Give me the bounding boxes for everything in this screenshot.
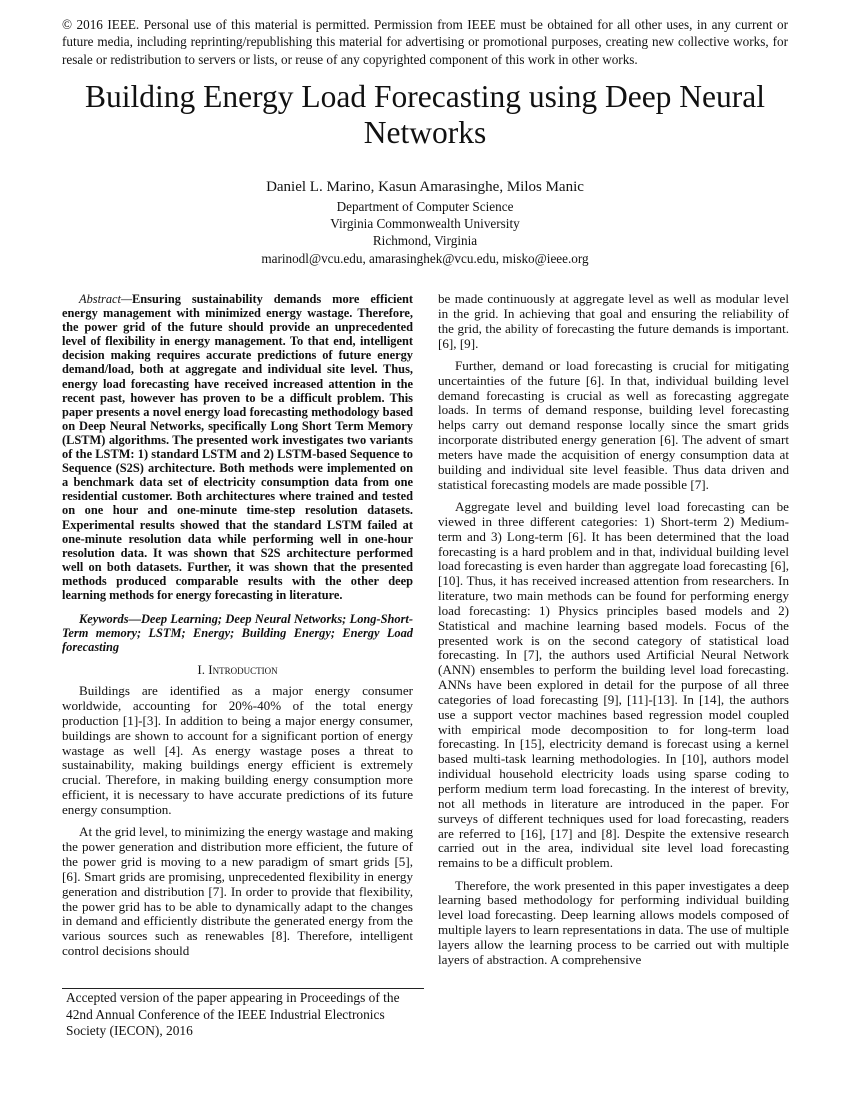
- body-paragraph: Therefore, the work presented in this paper investigates a deep learning based methodology for performing individual building level load forecasting. Deep learning allows models composed of multiple layers to learn representations in data. The use of multiple layers allow the learning process to be carried out with multiple layers of abstraction. A comprehensive: [438, 877, 789, 967]
- keywords: Keywords—Deep Learning; Deep Neural Networks; Long-Short-Term memory; LSTM; Energy; Building Energy; Energy Load forecasting: [62, 612, 413, 655]
- author-emails: marinodl@vcu.edu, amarasinghek@vcu.edu, misko@ieee.org: [261, 250, 589, 266]
- abstract-lead: Abstract—: [79, 292, 133, 306]
- section-name: Introduction: [208, 662, 278, 678]
- author-list: Daniel L. Marino, Kasun Amarasinghe, Milos Manic: [266, 179, 584, 195]
- university: Virginia Commonwealth University: [330, 216, 520, 232]
- right-column: [438, 292, 789, 975]
- affiliation-block: [100, 198, 750, 267]
- footnote-divider: [62, 988, 424, 989]
- copyright-notice: © 2016 IEEE. Personal use of this material is permitted. Permission from IEEE must be obtained for all other uses, in any current or future media, including reprinting/republishing this material for advertising or promotional purposes, creating new collective works, for resale or redistribution to servers or lists, or reuse of any copyrighted component of this work in other works.: [62, 17, 788, 67]
- location: Richmond, Virginia: [372, 233, 478, 249]
- left-column: [62, 292, 413, 966]
- body-paragraph: Buildings are identified as a major energy consumer worldwide, accounting for 20%-40% of the total energy production [1]-[3]. In addition to being a major energy consumer, buildings are shown to account for a significant portion of energy wastage as well [4]. As energy wastage poses a threat to sustainability, making buildings energy efficient is extremely crucial. Therefore, in making building energy consumption more efficient, it is necessary to have accurate predictions of its future energy consumption.: [62, 683, 413, 817]
- section-numeral: I.: [197, 662, 205, 678]
- publication-footnote: Accepted version of the paper appearing in Proceedings of the 42nd Annual Conference of the IEEE Industrial Electronics Society (IECON), 2016: [66, 990, 400, 1039]
- paper-title: Building Energy Load Forecasting using Deep Neural Networks: [84, 79, 766, 150]
- department: Department of Computer Science: [336, 199, 514, 214]
- abstract-text: Ensuring sustainability demands more efficient energy management with minimized energy wastage. Therefore, the power grid of the future should provide an unprecedented level of flexibility in energy management. To that end, intelligent decision making requires accurate predictions of future energy demand/load, both at aggregate and individual site level. Thus, energy load forecasting have received increased attention in the recent past, however has proven to be a difficult problem. This paper presents a novel energy load forecasting methodology based on Deep Neural Networks, specifically Long Short Term Memory (LSTM) algorithms. The presented work investigates two variants of the LSTM: 1) standard LSTM and 2) LSTM-based Sequence to Sequence (S2S) architecture. Both methods were implemented on a benchmark data set of electricity consumption data from one residential customer. Both architectures where trained and tested on one hour and one-minute time-step resolution datasets. Experimental results showed that the standard LSTM failed at one-minute resolution data while performing well in one-hour resolution data. It was shown that S2S architecture performed well on both datasets. Further, it was shown that the presented methods produced comparable results with the other deep learning methods for energy forecasting in literature.: [62, 292, 413, 602]
- abstract: [62, 292, 413, 602]
- body-paragraph-continued: be made continuously at aggregate level as well as modular level in the grid. In achieving that goal and ensuring the reliability of the grid, the ability of forecasting the future demands is important. [6], [9].: [438, 291, 789, 351]
- body-paragraph: Further, demand or load forecasting is crucial for mitigating uncertainties of the future [6]. In that, individual building level demand forecasting is crucial as well as forecasting aggregate loads. In terms of demand response, building level forecasting helps carry out demand response locally since the smart grids incorporate distributed energy generation [6]. The advent of smart meters have made the acquisition of energy consumption data at building and individual site level feasible. Thus data driven and statistical forecasting models are made possible [7].: [438, 357, 789, 492]
- body-paragraph: Aggregate level and building level load forecasting can be viewed in three different categories: 1) Short-term 2) Medium-term and 3) Long-term [6]. It has been determined that the load forecasting is a hard problem and in that, individual building level load forecasting is even harder than aggregate load forecasting [6], [10]. Thus, it has received increased attention from researchers. In literature, two main methods can be found for performing energy load forecasting: 1) Physics principles based models and 2) Statistical and machine learning based models. Focus of the presented work is on the second category of statistical load forecasting. In [7], the authors used Artificial Neural Network (ANN) ensembles to perform the building level load forecasting. ANNs have been explored in detail for the purpose of all three categories of load forecasting [9], [11]-[13]. In [14], the authors use a support vector machines based regression model coupled with empirical mode decomposition to for long-term load forecasting. In [15], electricity demand is forecast using a kernel based multi-task learning methodologies. In [10], authors model individual household electricity loads using sparse coding to perform medium term load forecasting. In the interest of brevity, not all methods in literature are introduced in the paper. For surveys of different techniques used for load forecasting, readers are referred to [16], [17] and [8]. Despite the extensive research carried out in the area, individual site level load forecasting remains to be a difficult problem.: [438, 498, 789, 871]
- body-paragraph: At the grid level, to minimizing the energy wastage and making the power generation and distribution more efficient, the future of the power grid is moving to a new paradigm of smart grids [5], [6]. Smart grids are promising, unprecedented flexibility in energy generation and distribution [7]. In order to provide that flexibility, the power grid has to be able to dynamically adapt to the changes in demand and efficiently distribute the generated energy from the various sources such as renewables [8]. Therefore, intelligent control decisions should: [62, 824, 413, 959]
- section-heading-introduction: [62, 663, 413, 678]
